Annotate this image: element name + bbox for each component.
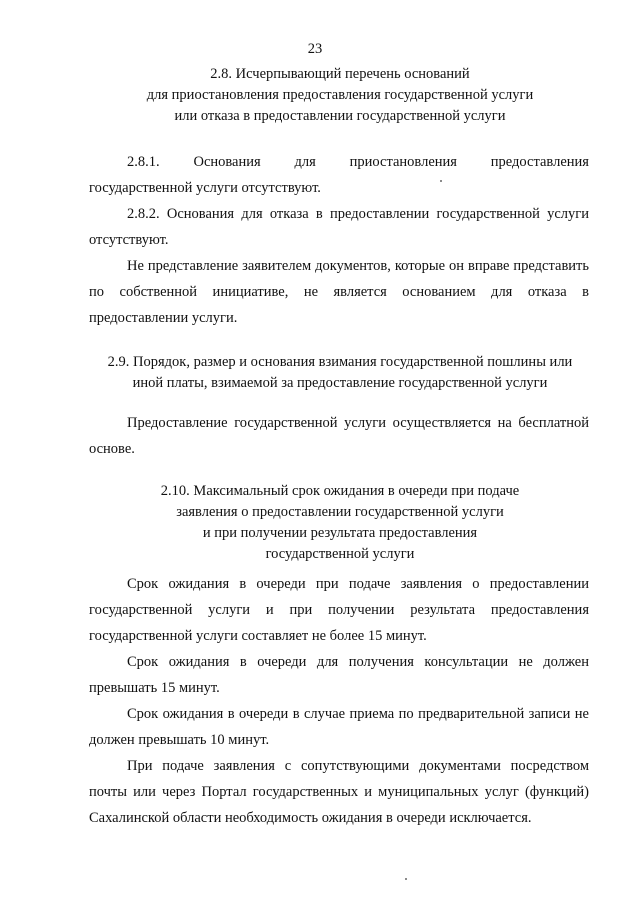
word: 2.8.1. <box>127 154 160 170</box>
section-2-10-heading <box>60 481 620 565</box>
word: приостановления <box>349 154 457 170</box>
paragraph-rest: государственной услуги отсутствуют. <box>89 180 321 196</box>
paragraph-free-of-charge: Предоставление государственной услуги осуществляется на бесплатной основе. <box>89 415 589 457</box>
heading-line: для приостановления предоставления государственной услуги <box>146 87 534 103</box>
word: Основания <box>193 154 261 170</box>
paragraph-mail-portal: При подаче заявления с сопутствующими документами посредством почты или через Портал государственных и муниципальных услуг (функций) Сахалинской области необходимость ожидания в очереди исключается. <box>89 758 589 826</box>
paragraph-not-submitted: Не представление заявителем документов, которые он вправе представить по собственной инициативе, не является основанием для отказа в предоставлении услуги. <box>89 258 589 326</box>
section-2-9-heading <box>60 352 620 394</box>
paragraph-2-8-1 <box>89 149 589 201</box>
word: для <box>294 154 316 170</box>
scan-speck <box>405 878 407 880</box>
paragraph-first-line <box>89 149 589 175</box>
heading-line: 2.9. Порядок, размер и основания взимания государственной пошлины или <box>107 354 573 370</box>
heading-line: и при получении результата предоставления <box>202 525 478 541</box>
word: предоставления <box>490 154 589 170</box>
heading-line: иной платы, взимаемой за предоставление государственной услуги <box>132 375 548 391</box>
heading-line: заявления о предоставлении государственной услуги <box>176 504 504 520</box>
paragraph-2-8-2: 2.8.2. Основания для отказа в предоставлении государственной услуги отсутствуют. <box>89 206 589 248</box>
scan-speck <box>440 180 442 182</box>
paragraph-wait-time-submission: Срок ожидания в очереди при подаче заявления о предоставлении государственной услуги и при получении результата предоставления государственной услуги составляет не более 15 минут. <box>89 576 589 644</box>
heading-line: 2.10. Максимальный срок ожидания в очереди при подаче <box>160 483 520 499</box>
section-2-8-heading <box>60 64 620 127</box>
paragraph-wait-time-appointment: Срок ожидания в очереди в случае приема по предварительной записи не должен превышать 10 минут. <box>89 706 589 748</box>
heading-line: государственной услуги <box>265 546 415 562</box>
heading-line: 2.8. Исчерпывающий перечень оснований <box>210 66 470 82</box>
paragraph-wait-time-consultation: Срок ожидания в очереди для получения консультации не должен превышать 15 минут. <box>89 654 589 696</box>
page-number: 23 <box>307 41 323 57</box>
heading-line: или отказа в предоставлении государственной услуги <box>174 108 506 124</box>
